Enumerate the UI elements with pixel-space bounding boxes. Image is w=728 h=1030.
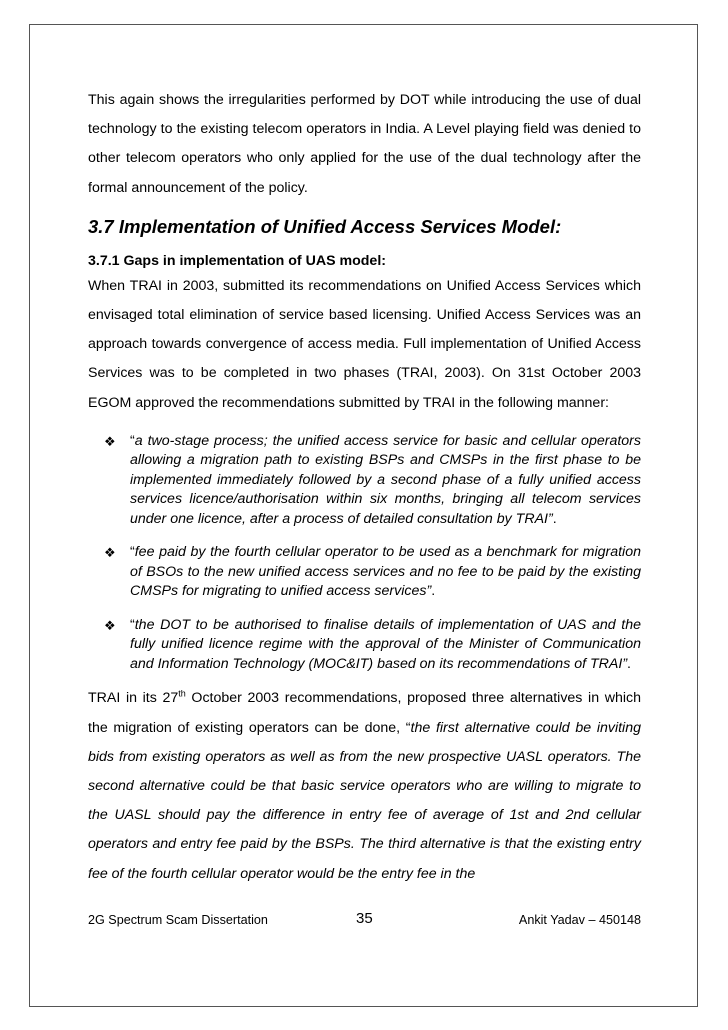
open-quote: “ [130, 616, 135, 633]
open-quote: “ [130, 432, 135, 449]
diamond-bullet-icon: ❖ [104, 433, 116, 449]
intro-paragraph: This again shows the irregularities performed by DOT while introducing the use of dual technology to the existing telecom operators in India. A Level playing field was denied to other telecom operators who only applied for the use of the dual technology after the formal announcement of the policy. [88, 92, 641, 196]
bullet-end: . [627, 655, 631, 672]
para-mid: October 2003 recommendations, proposed three alternatives in which the migration of existing operators can be done, “ [88, 690, 641, 736]
bullet-text: the DOT to be authorised to finalise details of implementation of UAS and the fully unified licence regime with the approval of the Minister of Communication and Information Technology (MOC&IT) based on its recommendations of TRAI” [130, 616, 641, 672]
bullet-end: . [552, 510, 557, 527]
recommendations-paragraph: When TRAI in 2003, submitted its recommendations on Unified Access Services which envisaged total elimination of service based licensing. Unified Access Services was an approach towards convergence of access media. Full implementation of Unified Access Services was to be completed in two phases (TRAI, 2003). On 31st October 2003 EGOM approved the recommendations submitted by TRAI in the following manner: [88, 277, 641, 411]
page-footer [88, 910, 641, 932]
bullet-text: a two-stage process; the unified access service for basic and cellular operators allowing a migration path to existing BSPs and CMSPs in the first phase to be implemented immediately followed by a second phase of a fully unified access services licence/authorisation within six months, bringing all telecom services under one licence, after a process of detailed consultation by TRAI” [130, 432, 641, 527]
section-heading: 3.7 Implementation of Unified Access Services Model: [88, 215, 562, 237]
bullet-end: . [431, 583, 436, 600]
alternatives-paragraph [88, 684, 641, 888]
subsection-heading: 3.7.1 Gaps in implementation of UAS model: [88, 252, 386, 269]
egom-bullet-list [88, 432, 641, 675]
footer-title: 2G Spectrum Scam Dissertation [88, 913, 268, 927]
list-item [88, 543, 641, 602]
para-lead: TRAI in its 27 [88, 690, 179, 707]
diamond-bullet-icon: ❖ [104, 545, 116, 561]
list-item [88, 432, 641, 530]
ordinal-suffix: th [178, 688, 186, 699]
diamond-bullet-icon: ❖ [104, 617, 116, 633]
bullet-text: fee paid by the fourth cellular operator to be used as a benchmark for migration of BSOs to the new unified access services and no fee to be paid by the existing CMSPs for migrating to unified access services” [130, 544, 641, 600]
para-quote: the first alternative could be inviting bids from existing operators as well as from the new prospective UASL operators. The second alternative could be that basic service operators who are willing to migrate to the UASL should pay the difference in entry fee of average of 1st and 2nd cellular operators and entry fee paid by the BSPs. The third alternative is that the existing entry fee of the fourth cellular operator would be the entry fee in the [88, 719, 641, 882]
page-number: 35 [356, 910, 373, 927]
list-item [88, 616, 641, 675]
footer-author: Ankit Yadav – 450148 [518, 913, 641, 927]
open-quote: “ [130, 544, 135, 561]
page-content [88, 86, 641, 889]
